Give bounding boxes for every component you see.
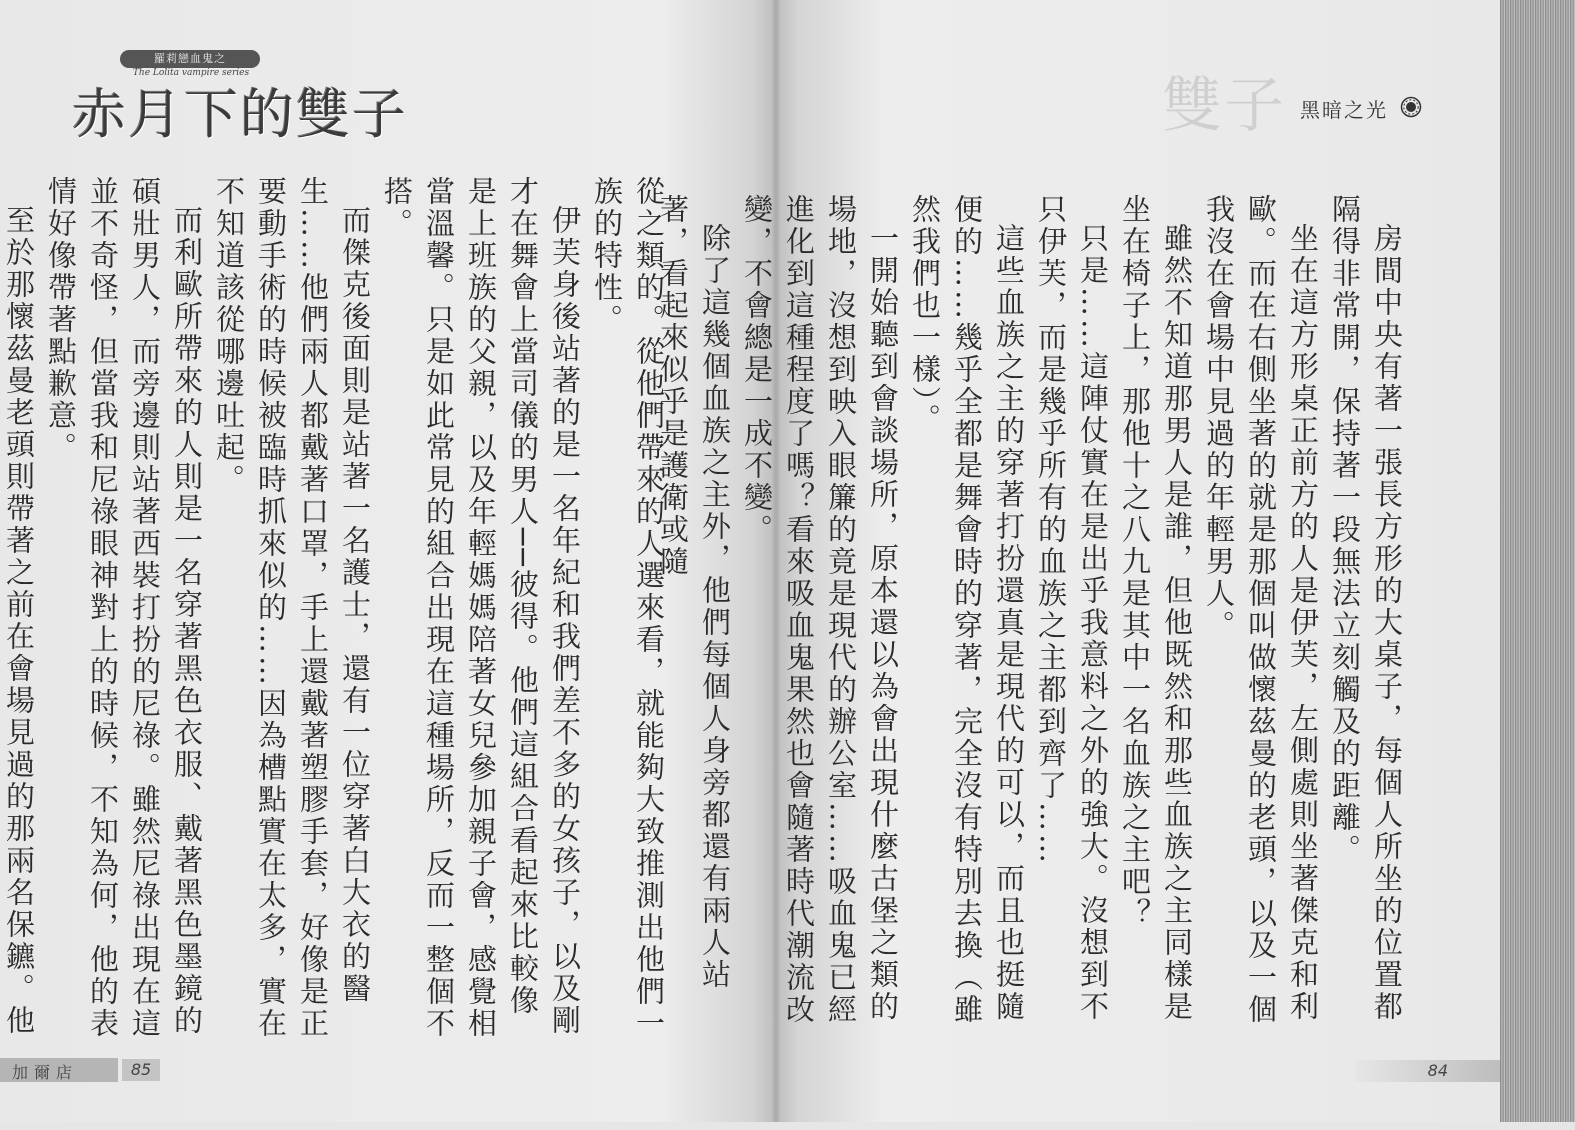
left-footer [0, 1058, 160, 1082]
paragraph: 至於那懷茲曼老頭則帶著之前在會場見過的那兩名保鑣。他 [2, 205, 36, 1037]
paragraph: 從之類的。從他們帶來的人選來看，就能夠大致推測出他們一族的特性。 [590, 176, 666, 1040]
book-title: 赤月下的雙子 [72, 83, 408, 146]
paragraph: 除了這幾個血族之主外，他們每個人身旁都還有兩人站著，看起來似乎是護衛或隨 [656, 194, 732, 991]
series-english: The Lolita vampire series [132, 68, 250, 78]
page-edges [1500, 0, 1575, 1122]
paragraph: 而利歐所帶來的人則是一名穿著黑色衣服、戴著黑色墨鏡的碩壯男人，而旁邊則站著西裝打扮的尼祿。雖然尼祿出現在這並不奇怪，但當我和尼祿眼神對上的時候，不知為何，他的表情好像帶著點歉意。 [44, 176, 204, 1040]
series-label: 羅莉戀血鬼之 [120, 50, 260, 68]
page-number-right: 84 [1427, 1061, 1448, 1080]
paragraph: 伊芙身後站著的是一名年紀和我們差不多的女孩子，以及剛才在舞會上當司儀的男人──彼得。他們這組合看起來比較像是上班族的父親，以及年輕媽媽陪著女兒參加親子會，感覺相當溫馨。只是如此常見的組合出現在這種場所，反而一整個不搭。 [380, 176, 582, 1040]
paragraph: 房間中央有著一張長方形的大桌子，每個人所坐的位置都隔得非常開，保持著一段無法立刻觸及的距離。 [1328, 194, 1404, 1023]
page-number-left: 85 [122, 1059, 160, 1081]
paragraph: 這些血族之主的穿著打扮還真是現代的可以，而且也挺隨便的……幾乎全都是舞會時的穿著，完全沒有特別去換（雖然我們也一樣）。 [908, 194, 1026, 1026]
paragraph: 而傑克後面則是站著一名護士，還有一位穿著白大衣的醫生……他們兩人都戴著口罩，手上還戴著塑膠手套，好像是正要動手術的時候被臨時抓來似的……因為槽點實在太多，實在不知道該從哪邊吐起。 [212, 176, 372, 1040]
right-page-body [656, 194, 1408, 1044]
paragraph: 坐在這方形桌正前方的人是伊芙，左側處則坐著傑克和利歐。而在右側坐著的就是那個叫做懷茲曼的老頭，以及一個我沒在會場中見過的年輕男人。 [1202, 194, 1320, 1026]
publisher-name: 加爾店 [12, 1063, 79, 1082]
paragraph: 雖然不知道那男人是誰，但他既然和那些血族之主同樣是坐在椅子上，那他十之八九是其中一名血族之主吧？ [1118, 194, 1194, 1023]
paragraph: 一開始聽到會談場所，原本還以為會出現什麼古堡之類的場地，沒想到映入眼簾的竟是現代的辦公室……吸血鬼已經進化到這種程度了嗎？看來吸血鬼果然也會隨著時代潮流改變，不會總是一成不變。 [740, 194, 900, 1026]
ghost-book-title: 雙子 [1162, 71, 1286, 141]
sun-emblem-icon [1400, 96, 1422, 118]
paragraph: 只是……這陣仗實在是出乎我意料之外的強大。沒想到不只伊芙，而是幾乎所有的血族之主都到齊了…… [1034, 194, 1110, 1023]
left-page-body [2, 176, 670, 1046]
chapter-title: 黑暗之光 [1300, 98, 1388, 122]
right-footer [1355, 1060, 1500, 1082]
